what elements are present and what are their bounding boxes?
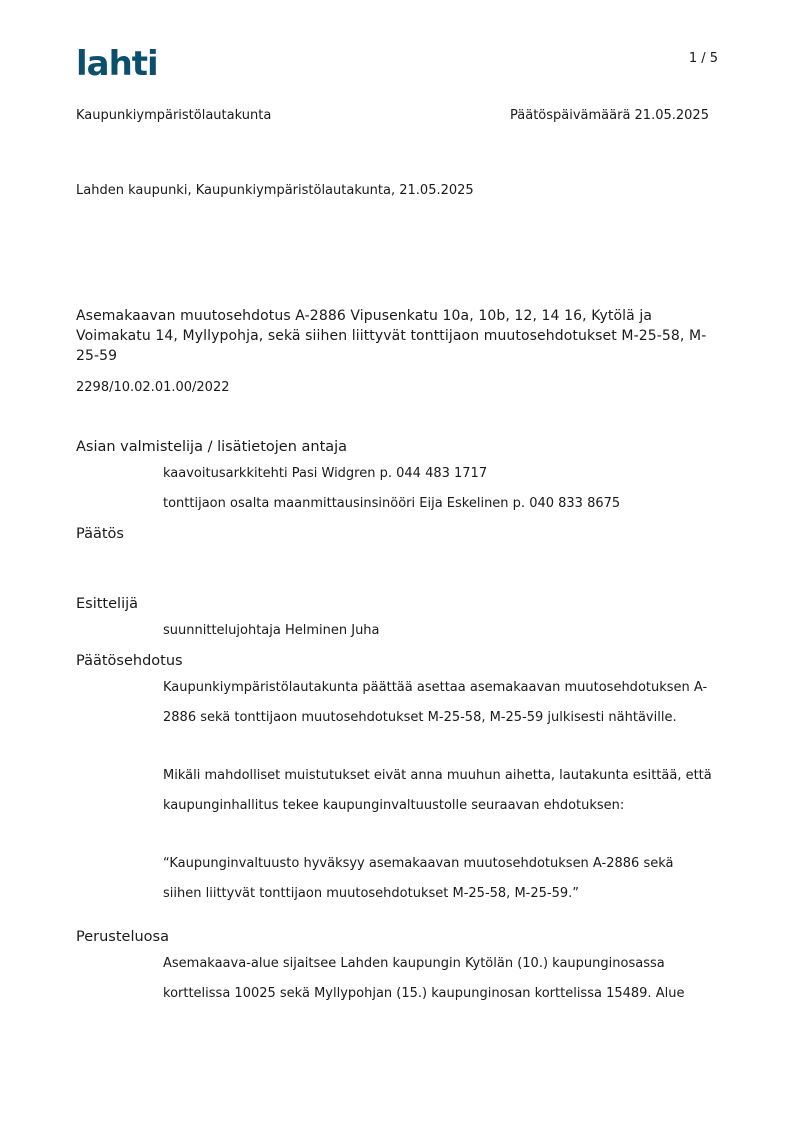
proposal-line: Kaupunkiympäristölautakunta päättää asettaa asemakaavan muutosehdotuksen A- bbox=[163, 680, 708, 695]
proposal-line: 2886 sekä tonttijaon muutosehdotukset M-25-58, M-25-59 julkisesti nähtäville. bbox=[163, 710, 677, 725]
preparer-line: tonttijaon osalta maanmittausinsinööri Eija Eskelinen p. 040 833 8675 bbox=[163, 496, 621, 511]
decision-date: Päätöspäivämäärä 21.05.2025 bbox=[510, 108, 709, 123]
lahti-logo: lahti bbox=[76, 44, 158, 84]
preparer-heading: Asian valmistelija / lisätietojen antaja bbox=[76, 439, 348, 455]
rationale-line: Asemakaava-alue sijaitsee Lahden kaupungin Kytölän (10.) kaupunginosassa bbox=[163, 956, 665, 971]
proposal-quote-line: siihen liittyvät tonttijaon muutosehdotukset M-25-58, M-25-59.” bbox=[163, 886, 579, 901]
record-number: 2298/10.02.01.00/2022 bbox=[76, 380, 230, 395]
preparer-line: kaavoitusarkkitehti Pasi Widgren p. 044 483 1717 bbox=[163, 466, 488, 481]
page-number: 1 / 5 bbox=[688, 51, 718, 66]
rationale-line: korttelissa 10025 sekä Myllypohjan (15.) kaupunginosan korttelissa 15489. Alue bbox=[163, 986, 685, 1001]
board-name: Kaupunkiympäristölautakunta bbox=[76, 108, 272, 123]
proposal-heading: Päätösehdotus bbox=[76, 653, 183, 669]
intro-line: Lahden kaupunki, Kaupunkiympäristölautakunta, 21.05.2025 bbox=[76, 183, 474, 198]
proposal-line: kaupunginhallitus tekee kaupunginvaltuustolle seuraavan ehdotuksen: bbox=[163, 798, 625, 813]
proposal-line: Mikäli mahdolliset muistutukset eivät anna muuhun aihetta, lautakunta esittää, että bbox=[163, 768, 712, 783]
proposal-quote-line: “Kaupunginvaltuusto hyväksyy asemakaavan muutosehdotuksen A-2886 sekä bbox=[163, 856, 674, 871]
presenter-heading: Esittelijä bbox=[76, 596, 139, 612]
presenter-name: suunnittelujohtaja Helminen Juha bbox=[163, 623, 380, 638]
decision-heading: Päätös bbox=[76, 526, 124, 542]
rationale-heading: Perusteluosa bbox=[76, 929, 169, 945]
subject-title: Asemakaavan muutosehdotus A-2886 Vipusenkatu 10a, 10b, 12, 14 16, Kytölä ja Voimakatu 14, Myllypohja, sekä siihen liittyvät tonttijaon muutosehdotukset M-25-58, M-25-59 bbox=[76, 308, 707, 364]
